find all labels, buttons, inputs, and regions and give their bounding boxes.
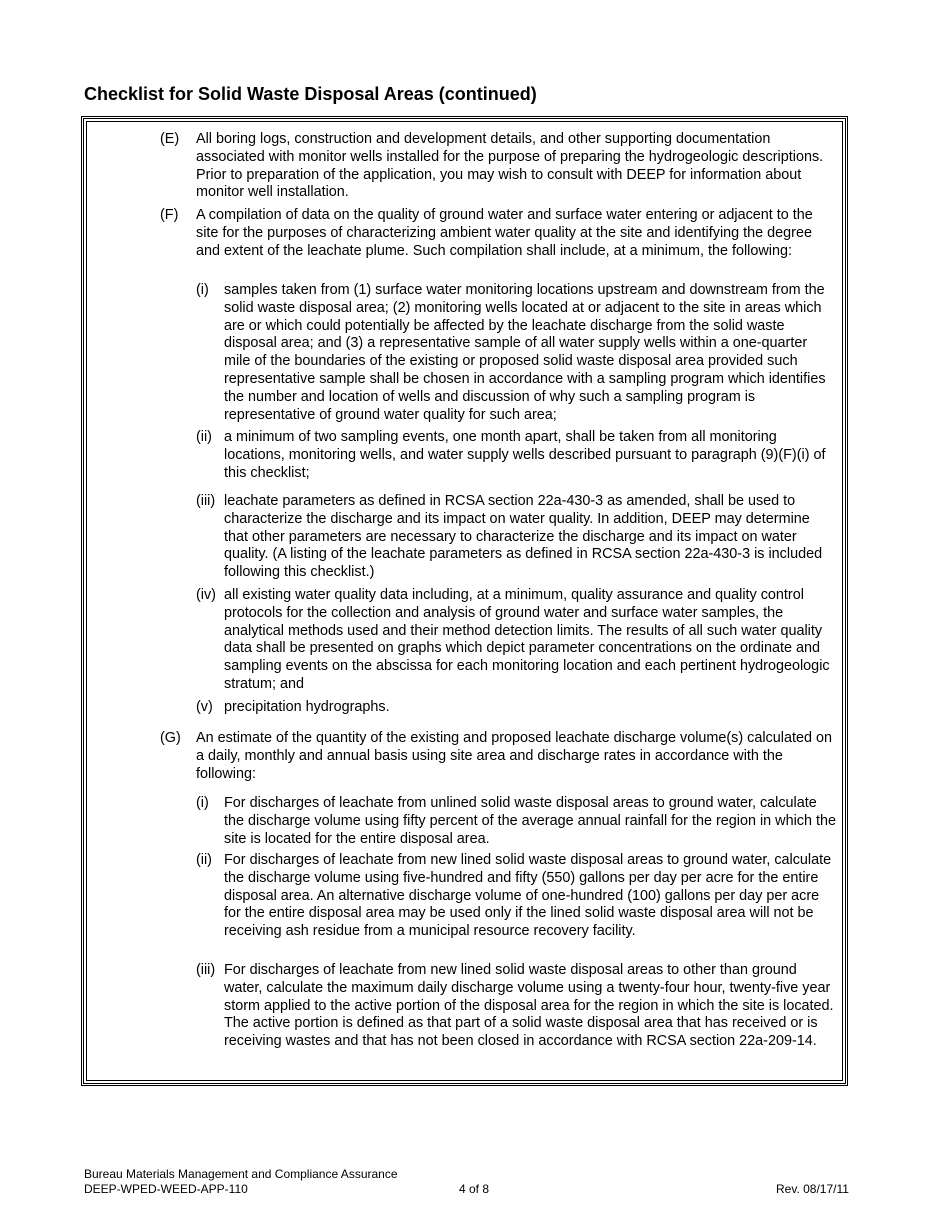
item-g-ii-text: For discharges of leachate from new lined solid waste disposal areas to ground water, calculate the discharge volume using five-hundred and fifty (550) gallons per day per acre for the entire disposal area. An alternative discharge volume of one-hundred (100) gallons per day per acre for the entire disposal area may be used only if the lined solid waste disposal area will not be receiving ash residue from a municipal resource recovery facility. <box>224 852 832 940</box>
item-g-ii-label: (ii) <box>196 852 212 868</box>
item-f-iii-label: (iii) <box>196 493 216 509</box>
item-f-i-label: (i) <box>196 282 209 298</box>
item-f-iv-text: all existing water quality data including, at a minimum, quality assurance and quality control protocols for the collection and analysis of ground water and surface water samples, the analytical methods used and their method detection limits. The results of all such water quality data shall be presented on graphs which depict parameter concentrations on the ordinate and sampling events on the abscissa for each monitoring location and each pertinent hydrogeologic stratum; and <box>224 587 830 692</box>
footer-form-id: DEEP-WPED-WEED-APP-110 <box>84 1182 248 1196</box>
item-g-iii-text: For discharges of leachate from new lined solid waste disposal areas to other than ground water, calculate the maximum daily discharge volume using a twenty-four hour, twenty-five year storm applied to the active portion of the disposal area for the region in which the site is located. The active portion is defined as that part of a solid waste disposal area that has received or is receiving wastes and that has not been closed in accordance with RCSA section 22a-209-14. <box>224 962 834 1050</box>
item-f-text: A compilation of data on the quality of ground water and surface water entering or adjacent to the site for the purposes of characterizing ambient water quality at the site and identifying the degree and extent of the leachate plume. Such compilation shall include, at a minimum, the following: <box>196 207 813 259</box>
item-g-label: (G) <box>160 730 181 746</box>
footer-page-number: 4 of 8 <box>459 1182 490 1196</box>
page-title: Checklist for Solid Waste Disposal Areas (continued) <box>84 84 537 104</box>
item-g-iii-label: (iii) <box>196 962 216 978</box>
item-f-v-label: (v) <box>196 699 213 715</box>
item-e-label: (E) <box>160 131 180 147</box>
item-f-iii-text: leachate parameters as defined in RCSA section 22a-430-3 as amended, shall be used to characterize the discharge and its impact on water quality. In addition, DEEP may determine that other parameters are necessary to characterize the discharge and its impact on water quality. (A listing of the leachate parameters as defined in RCSA section 22a-430-3 is included following this checklist.) <box>224 493 823 581</box>
footer-bureau: Bureau Materials Management and Compliance Assurance <box>84 1167 398 1181</box>
item-e-text: All boring logs, construction and development details, and other supporting documentation associated with monitor wells installed for the purpose of preparing the hydrogeologic descriptions. Prior to preparation of the application, you may wish to consult with DEEP for information about monitor well installation. <box>196 131 824 201</box>
item-f-v-text: precipitation hydrographs. <box>224 699 390 715</box>
item-g-i-text: For discharges of leachate from unlined solid waste disposal areas to ground water, calculate the discharge volume using fifty percent of the average annual rainfall for the region in which the site is located for the entire disposal area. <box>224 795 836 847</box>
item-f-iv-label: (iv) <box>196 587 216 603</box>
item-g-text: An estimate of the quantity of the existing and proposed leachate discharge volume(s) calculated on a daily, monthly and annual basis using site area and discharge rates in accordance with the following: <box>196 730 832 782</box>
item-f-label: (F) <box>160 207 179 223</box>
item-f-ii-label: (ii) <box>196 429 212 445</box>
footer-revision: Rev. 08/17/11 <box>776 1182 849 1196</box>
item-f-ii-text: a minimum of two sampling events, one month apart, shall be taken from all monitoring locations, monitoring wells, and water supply wells described pursuant to paragraph (9)(F)(i) of this checklist; <box>224 429 826 481</box>
item-g-i-label: (i) <box>196 795 209 811</box>
item-f-i-text: samples taken from (1) surface water monitoring locations upstream and downstream from the solid waste disposal area; (2) monitoring wells located at or adjacent to the site in areas which are or which could potentially be affected by the leachate discharge from the solid waste disposal area; and (3) a representative sample of all water supply wells within a one-quarter mile of the boundaries of the existing or proposed solid waste disposal area provided such representative sample shall be chosen in accordance with a sampling program which identifies the number and location of wells and discussion of why such a sampling program is representative of ground water quality for such area; <box>224 282 826 423</box>
